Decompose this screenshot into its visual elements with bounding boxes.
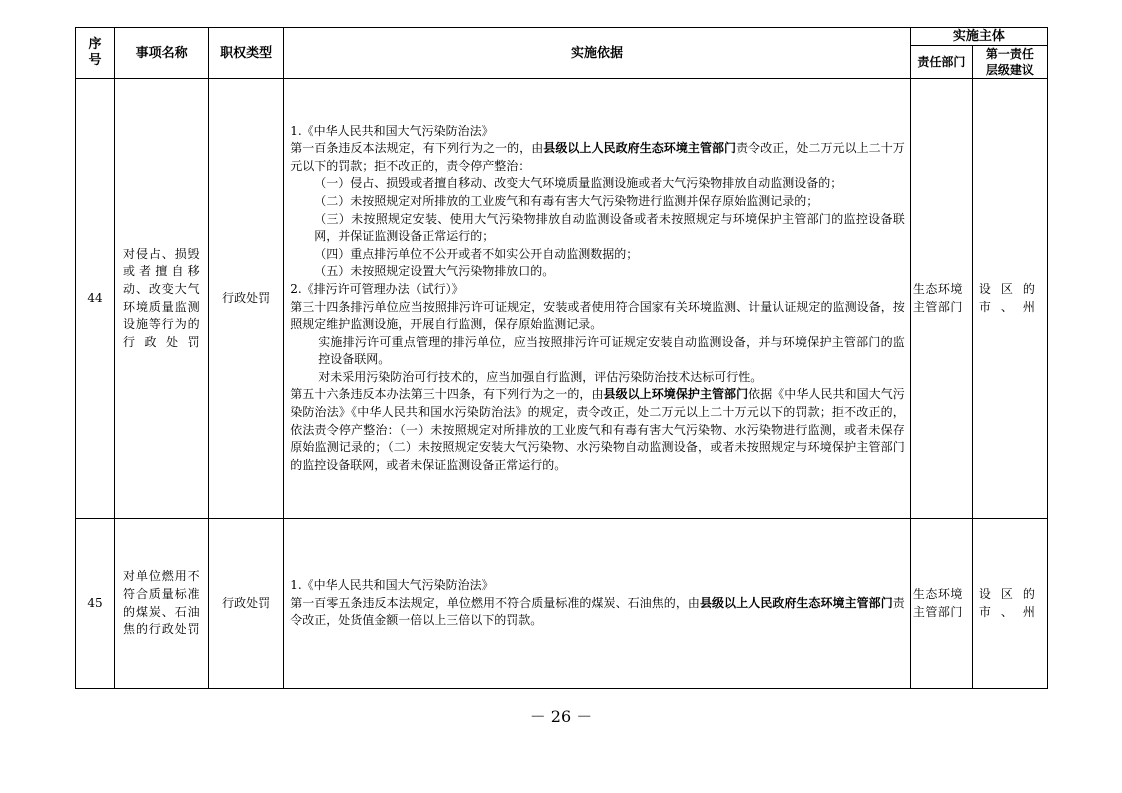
basis-law-title: 1.《中华人民共和国大气污染防治法》 <box>290 123 494 138</box>
row-first-level: 设区的市、州 <box>972 519 1047 689</box>
basis-law-title: 2.《排污许可管理办法（试行）》 <box>290 281 464 296</box>
row-no: 44 <box>76 79 115 519</box>
basis-article: 第三十四条排污单位应当按照排污许可证规定，安装或者使用符合国家有关环境监测、计量认证规定的监测设备，按照规定维护监测设施，开展自行监测，保存原始监测记录。 <box>290 299 905 332</box>
table-row <box>76 519 1048 689</box>
enforcement-items-table <box>75 27 1048 689</box>
basis-law-title: 1.《中华人民共和国大气污染防治法》 <box>290 578 494 593</box>
authority-highlight: 县级以上环境保护主管部门 <box>603 387 749 402</box>
authority-highlight: 县级以上人民政府生态环境主管部门 <box>543 141 737 156</box>
header-first-level: 第一责任层级建议 <box>972 46 1047 79</box>
header-no: 序号 <box>76 28 115 79</box>
basis-item: （二）未按照规定对所排放的工业废气和有毒有害大气污染物进行监测并保存原始监测记录的； <box>314 193 819 208</box>
basis-article: 第一百条违反本法规定，有下列行为之一的，由县级以上人民政府生态环境主管部门责令改正，处二万元以上二十万元以下的罚款；拒不改正的，责令停产整治： <box>290 141 905 173</box>
table-row <box>76 79 1048 519</box>
header-implementing-subject: 实施主体 <box>910 28 1047 46</box>
header-responsible-dept: 责任部门 <box>910 46 972 79</box>
header-basis: 实施依据 <box>284 28 911 79</box>
row-basis <box>284 519 911 689</box>
row-power-type: 行政处罚 <box>209 79 284 519</box>
row-power-type: 行政处罚 <box>209 519 284 689</box>
row-item-name: 对侵占、损毁或者擅自移动、改变大气环境质量监测设施等行为的行政处罚 <box>115 79 209 519</box>
basis-article: 第五十六条违反本办法第三十四条，有下列行为之一的，由县级以上环境保护主管部门依据《中华人民共和国大气污染防治法》《中华人民共和国水污染防治法》的规定，责令改正，处二万元以上二十万元以下的罚款；拒不改正的，依法责令停产整治：（一）未按照规定对所排放的工业废气和有毒有害大气污染物、水污染物进行监测，或者未保存原始监测记录的；（二）未按照规定安装大气污染物、水污染物自动监测设备，或者未按照规定与环境保护主管部门的监控设备联网，或者未保证监测设备正常运行的。 <box>290 387 905 472</box>
authority-highlight: 县级以上人民政府生态环境主管部门 <box>699 595 893 610</box>
basis-item: （三）未按照规定安装、使用大气污染物排放自动监测设备或者未按照规定与环境保护主管部门的监控设备联网，并保证监测设备正常运行的； <box>314 211 905 244</box>
row-basis <box>284 79 911 519</box>
header-power-type: 职权类型 <box>209 28 284 79</box>
basis-item: （五）未按照规定设置大气污染物排放口的。 <box>314 264 555 279</box>
basis-article: 实施排污许可重点管理的排污单位，应当按照排污许可证规定安装自动监测设备，并与环境保护主管部门的监控设备联网。 <box>318 334 905 367</box>
basis-article: 对未采用污染防治可行技术的，应当加强自行监测，评估污染防治技术达标可行性。 <box>318 369 763 384</box>
row-first-level: 设区的市、州 <box>972 79 1047 519</box>
row-responsible-dept: 生态环境主管部门 <box>910 79 972 519</box>
header-item-name: 事项名称 <box>115 28 209 79</box>
basis-item: （四）重点排污单位不公开或者不如实公开自动监测数据的； <box>314 246 639 261</box>
basis-item: （一）侵占、损毁或者擅自移动、改变大气环境质量监测设施或者大气污染物排放自动监测设备的； <box>314 176 843 191</box>
row-responsible-dept: 生态环境主管部门 <box>910 519 972 689</box>
row-item-name: 对单位燃用不符合质量标准的煤炭、石油焦的行政处罚 <box>115 519 209 689</box>
basis-article: 第一百零五条违反本法规定，单位燃用不符合质量标准的煤炭、石油焦的，由县级以上人民政府生态环境主管部门责令改正，处货值金额一倍以上三倍以下的罚款。 <box>290 595 905 628</box>
row-no: 45 <box>76 519 115 689</box>
page-number: － 26 － <box>529 707 593 726</box>
